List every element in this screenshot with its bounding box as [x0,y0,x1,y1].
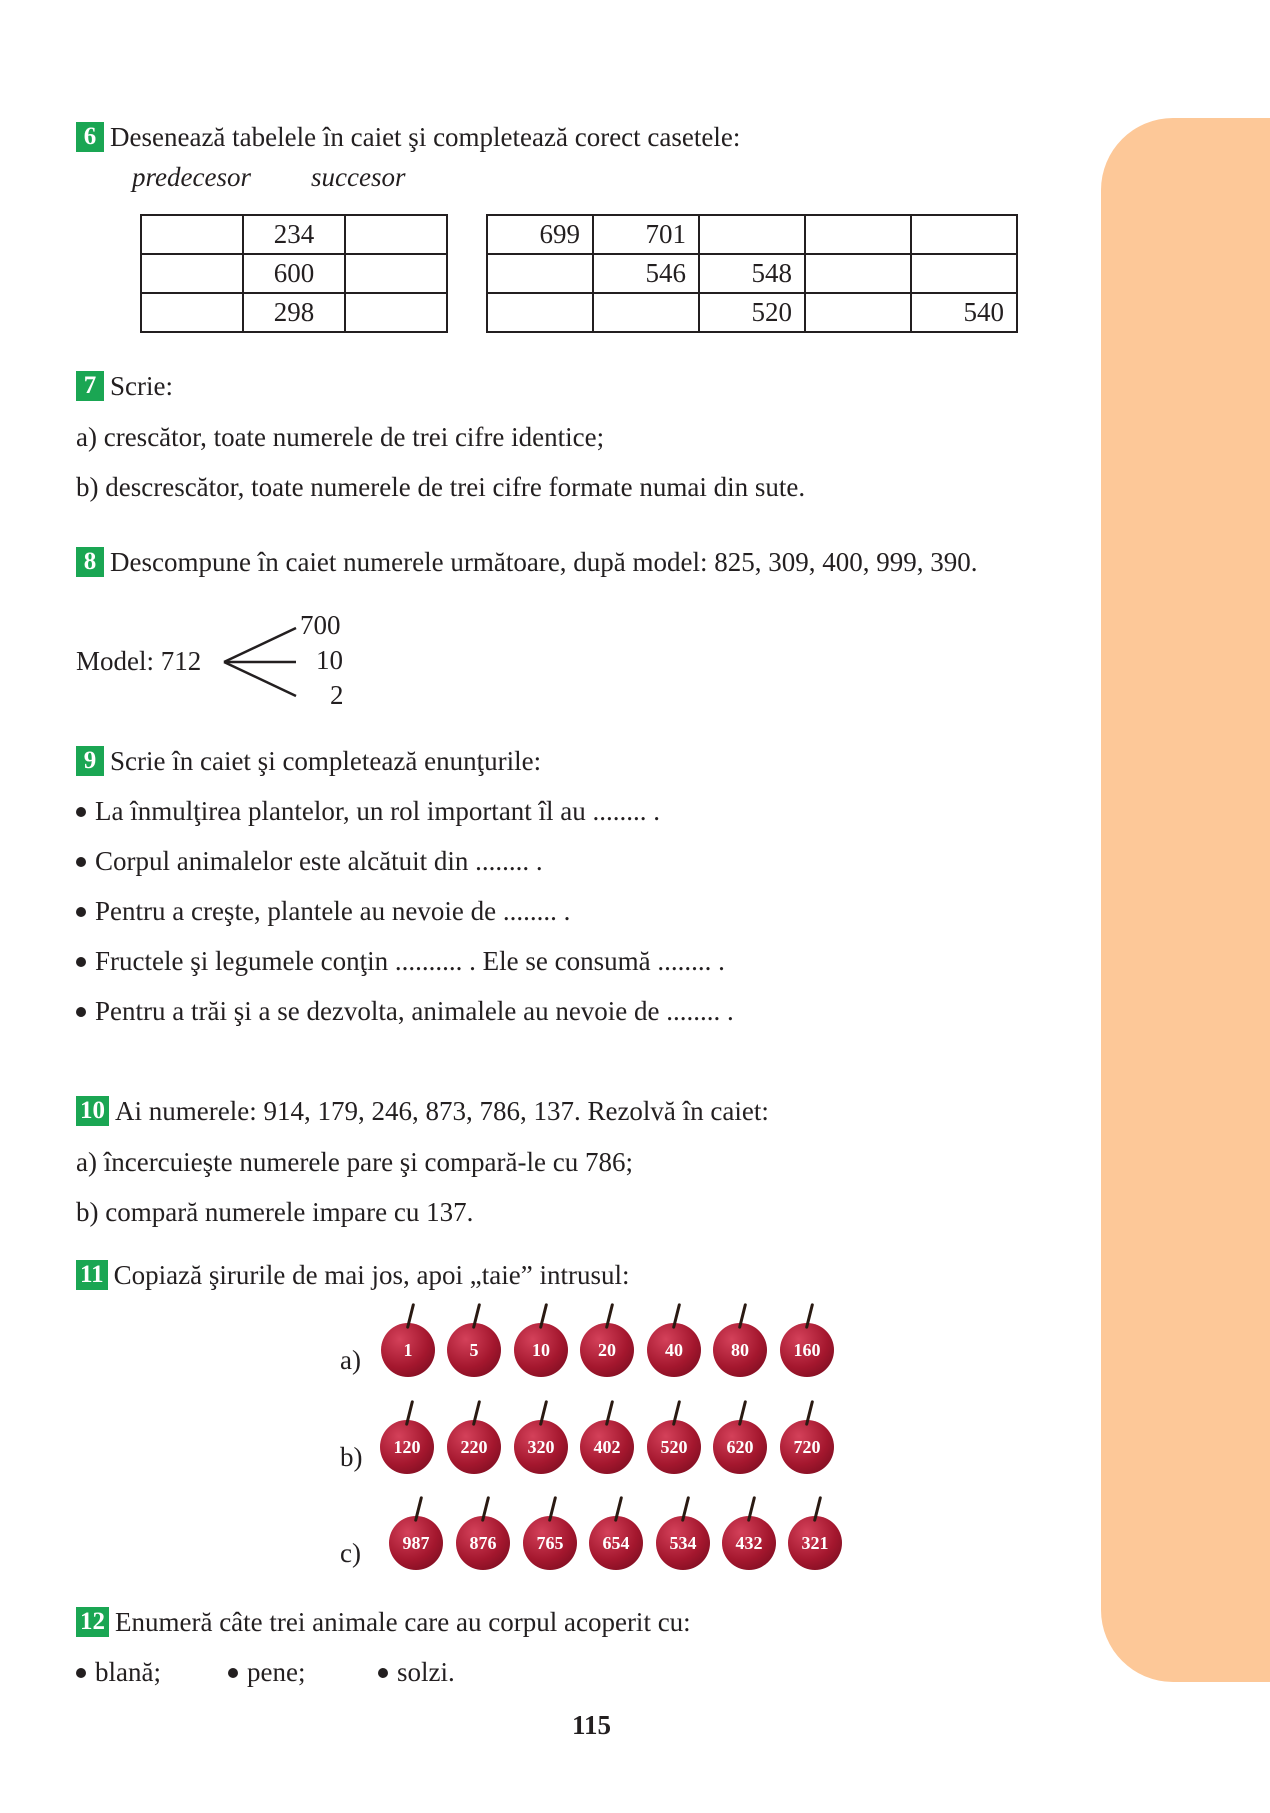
cherry: 160 [780,1323,834,1377]
table-cell [911,254,1017,293]
decomposition-branches [220,620,300,700]
exercise-number-badge: 6 [76,122,104,152]
cherry: 1 [381,1323,435,1377]
list-item: Corpul animalelor este alcătuit din ........ . [76,845,543,877]
table-cell: 701 [593,215,699,254]
sequence-a-label: a) [340,1345,361,1375]
table-cell: 234 [243,215,345,254]
exercise-10-heading [76,1095,769,1127]
cherry: 432 [722,1516,776,1570]
decomposition-units: 2 [330,680,344,710]
table-row [141,254,447,293]
exercise-8-heading [76,546,978,578]
cherry: 321 [788,1516,842,1570]
table-cell [141,254,243,293]
cherry: 120 [380,1420,434,1474]
successor-label: succesor [311,162,406,192]
exercise-6-heading [76,121,740,153]
table-cell [699,215,805,254]
table-cell [141,215,243,254]
list-item: pene; [228,1656,305,1688]
table-row [141,293,447,332]
exercise-10-b: b) compară numerele impare cu 137. [76,1197,474,1227]
exercise-10-text: Ai numerele: 914, 179, 246, 873, 786, 137. Rezolvă în caiet: [115,1096,769,1126]
side-tab [1101,118,1270,1682]
table-cell [487,293,593,332]
exercise-number-badge: 8 [76,547,104,577]
cherry: 320 [514,1420,568,1474]
table-cell: 298 [243,293,345,332]
predecessor-label: predecesor [132,162,251,192]
cherry: 654 [589,1516,643,1570]
table-row [487,254,1017,293]
table-cell [805,254,911,293]
list-item: Fructele şi legumele conţin .......... . Ele se consumă ........ . [76,945,725,977]
cherry: 534 [656,1516,710,1570]
exercise-12-text: Enumeră câte trei animale care au corpul acoperit cu: [115,1607,691,1637]
cherry: 10 [514,1323,568,1377]
list-item: solzi. [378,1656,455,1688]
table-row [487,215,1017,254]
exercise-number-badge: 10 [76,1096,109,1126]
cherry: 402 [580,1420,634,1474]
exercise-11-heading [76,1259,629,1291]
page-number: 115 [572,1710,612,1740]
exercise-7-a: a) crescător, toate numerele de trei cifre identice; [76,422,605,452]
cherry: 765 [523,1516,577,1570]
exercise-number-badge: 12 [76,1607,109,1637]
exercise-11-text: Copiază şirurile de mai jos, apoi „taie” intrusul: [113,1260,630,1290]
cherry: 620 [713,1420,767,1474]
exercise-9-heading [76,745,541,777]
predecessor-successor-table [140,214,448,333]
sequence-table [486,214,1018,333]
table-cell: 546 [593,254,699,293]
list-item: Pentru a trăi şi a se dezvolta, animalele au nevoie de ........ . [76,995,734,1027]
sequence-b-label: b) [340,1442,363,1472]
exercise-6-text: Desenează tabelele în caiet şi completează corect casetele: [110,122,741,152]
exercise-number-badge: 9 [76,746,104,776]
sequence-c-label: c) [340,1538,361,1568]
table-cell: 548 [699,254,805,293]
exercise-7-heading [76,370,173,402]
table-cell: 520 [699,293,805,332]
exercise-10-a: a) încercuieşte numerele pare şi compară-le cu 786; [76,1147,633,1177]
decomposition-hundreds: 700 [300,610,341,640]
cherry: 80 [713,1323,767,1377]
table-cell: 699 [487,215,593,254]
table-row [487,293,1017,332]
cherry: 40 [647,1323,701,1377]
exercise-7-text: Scrie: [110,371,173,401]
list-item: Pentru a creşte, plantele au nevoie de ........ . [76,895,570,927]
cherry: 220 [447,1420,501,1474]
cherry: 20 [580,1323,634,1377]
exercise-8-text: Descompune în caiet numerele următoare, după model: 825, 309, 400, 999, 390. [110,547,978,577]
cherry: 876 [456,1516,510,1570]
list-item: blană; [76,1656,161,1688]
exercise-number-badge: 7 [76,371,104,401]
model-label: Model: 712 [76,646,202,676]
table-cell [805,293,911,332]
decomposition-tens: 10 [316,645,343,675]
cherry: 987 [389,1516,443,1570]
table-cell: 600 [243,254,345,293]
exercise-number-badge: 11 [76,1260,108,1290]
table-row [141,215,447,254]
table-cell [345,215,447,254]
exercise-12-heading [76,1606,691,1638]
table-cell: 540 [911,293,1017,332]
table-cell [141,293,243,332]
table-cell [345,254,447,293]
table-cell [487,254,593,293]
cherry: 520 [647,1420,701,1474]
exercise-7-b: b) descrescător, toate numerele de trei cifre formate numai din sute. [76,472,806,502]
table-cell [911,215,1017,254]
cherry: 720 [780,1420,834,1474]
cherry: 5 [447,1323,501,1377]
table-cell [593,293,699,332]
list-item: La înmulţirea plantelor, un rol important îl au ........ . [76,795,660,827]
table-cell [805,215,911,254]
table-cell [345,293,447,332]
exercise-9-text: Scrie în caiet şi completează enunţurile: [110,746,542,776]
